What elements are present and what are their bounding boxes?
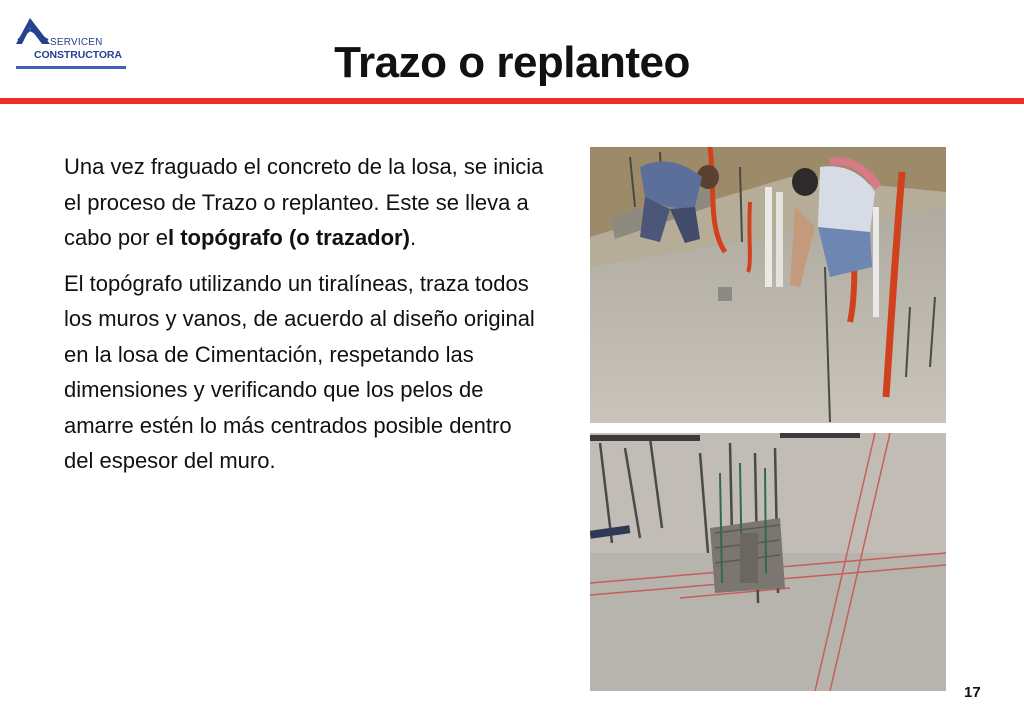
photo-workers-on-slab bbox=[590, 147, 946, 423]
slide-title: Trazo o replanteo bbox=[334, 38, 690, 87]
logo-line-2: CONSTRUCTORA bbox=[34, 49, 122, 61]
page-number: 17 bbox=[964, 684, 981, 701]
paragraph-1-bold: l topógrafo (o trazador) bbox=[167, 225, 410, 250]
paragraph-1-end: . bbox=[409, 225, 417, 250]
paragraph-2: El topógrafo utilizando un tiralíneas, traza todos los muros y vanos, de acuerdo al diseño original en la losa de Cimentación, respetando las dimensiones y verificando que los pelos de amarre estén lo más centrados posible dentro del espesor del muro. bbox=[64, 270, 535, 473]
photo-slab-layout-lines bbox=[590, 433, 946, 691]
paragraph-1-text: Una vez fraguado el concreto de la losa, se inicia el proceso de Trazo o replanteo. Este se lleva a cabo por e bbox=[64, 154, 544, 250]
logo-line-1: SERVICEN bbox=[50, 37, 103, 48]
paragraph-1 bbox=[64, 149, 544, 256]
title-divider bbox=[0, 98, 1024, 104]
body-text bbox=[64, 149, 544, 479]
